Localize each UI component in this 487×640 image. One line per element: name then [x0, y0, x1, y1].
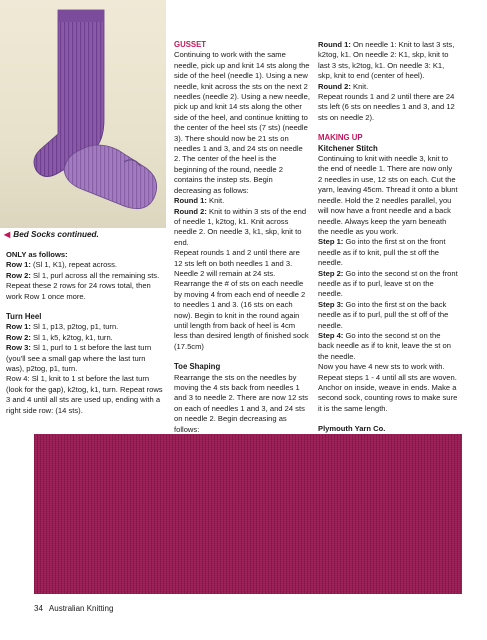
toe-rounds: Round 1: On needle 1: Knit to last 3 sts, k2tog, k1. On needle 2: K1, skp, knit to last 3 sts, k2tog, k1. On needle 3: K1, skp, knit to end (center of heel). Round 2: Knit. Repeat rounds 1 and 2 until there are 24 sts left (6 sts on needles 1 and 3, and 12 sts on needle 2). — [318, 40, 455, 122]
yarn-credit: Plymouth Yarn Co. — [318, 424, 386, 434]
only-as-follows: ONLY as follows: Row 1: (Sl 1, K1), repeat across. Row 2: Sl 1, purl across all the remaining sts. Repeat these 2 rows for 24 rows total, then work Row 1 once more. — [6, 250, 160, 301]
socks-photo — [0, 0, 166, 228]
page-number: 34 — [34, 604, 43, 613]
toe-shaping-section: Toe Shaping Rearrange the sts on the needles by moving the 4 sts back from needles 1 and 3 to needle 2. There are now 12 sts on each of needles 1 and 3, and 24 sts on needle 2. Begin decreasing as follows: — [174, 362, 309, 434]
column-2 — [174, 40, 310, 445]
gusset-section: GUSSET Continuing to work with the same needle, pick up and knit 14 sts along the side of the heel (needle 1). Using a new needle, knit across the sts on the next 2 needles (needle 2). Using a new needle, pick up and knit 14 sts along the other side of the heel, and continue knitting to the center of the heel sts (7 sts) (needle 3). There should now be 21 sts on needles 1 and 3, and 24 sts on needle 2. The center of the heel is the beginning of the round, needle 2 contains the instep sts. Begin decreasing as follows: Round 1: Knit. Round 2: Knit to within 3 sts of the end of needle 1, k2tog, k1. Knit across needle 2. On needle 3, k1, skp, knit to end. Repeat rounds 1 and 2 until there are 12 sts left on both needles 1 and 3. Needle 2 will remain at 24 sts. Rearrange the # of sts on each needle by moving 4 from each end of needle 2 to needles 1 and 3. (16 sts on each now). Begin to knit in the round again until length from back of heel is 4cm less than desired length of finished sock (17.5cm) — [174, 40, 310, 351]
page-footer — [34, 604, 113, 613]
turn-heel-section: Turn Heel Row 1: Sl 1, p13, p2tog, p1, turn. Row 2: Sl 1, k5, k2tog, k1, turn. Row 3: Sl 1, purl to 1 st before the last turn (you'll see a small gap where the last turn was), p2tog, p1, turn. Row 4: Sl 1, knit to 1 st before the last turn (look for the gap), k2tog, k1, turn. Repeat rows 3 and 4 until all sts are used up, ending with a right side row: (14 sts). — [6, 312, 163, 415]
knit-swatch-image — [34, 434, 462, 594]
socks-illustration — [0, 0, 166, 228]
making-up-section: MAKING UP Kitchener Stitch Continuing to knit with needle 3, knit to the end of needle 1. There are now only 2 needles in use, 12 sts on each. Cut the yarn, leaving 45cm. Thread it onto a blunt needle. Hold the 2 needles parallel, you will now have a front needle and a back needle. Always keep the yarn beneath the needle as you work. Step 1: Go into the first st on the front needle as if to knit, pull the st off the needle. Step 2: Go into the second st on the front needle as if to purl, leave st on the needle. Step 3: Go into the first st on the back needle as if to purl, pull the st off of the needle. Step 4: Go into the second st on the back needle as if to knit, leave the st on the needle. Now you have 4 new sts to work with. Repeat steps 1 - 4 until all sts are woven. Anchor on inside, weave in ends. Make a second sock, counting rows to make sure it is the same length. — [318, 133, 458, 413]
caption-triangle-icon: ◀ — [4, 230, 11, 239]
photo-caption: ◀ Bed Socks continued. — [4, 230, 99, 239]
magazine-title: Australian Knitting — [48, 604, 114, 613]
column-1 — [6, 250, 164, 426]
column-3 — [318, 40, 458, 455]
